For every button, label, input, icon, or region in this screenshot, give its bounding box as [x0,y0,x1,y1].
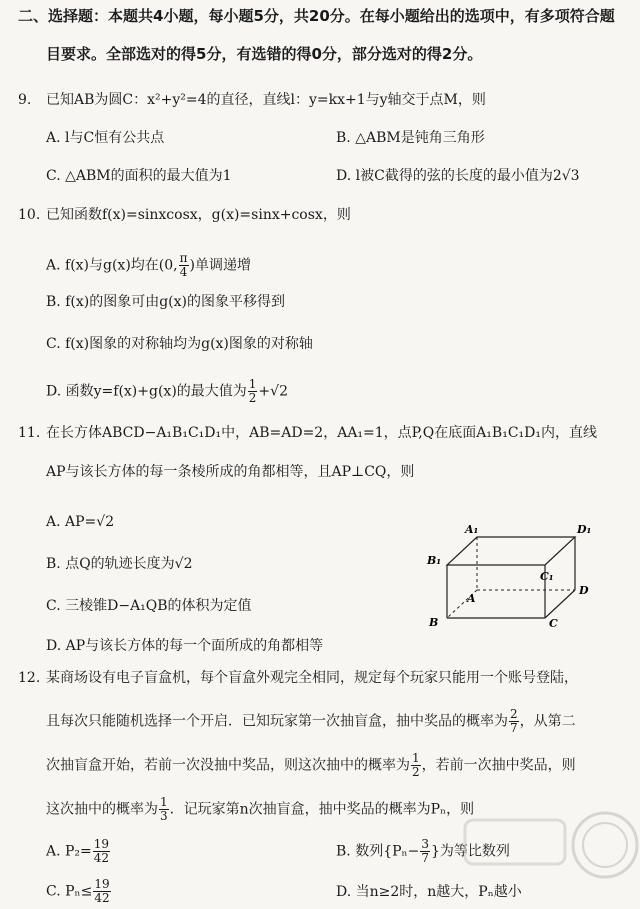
q11-option-d: D. AP与该长方体的每一个面所成的角都相等 [46,638,324,654]
option-text: B. 数列{Pₙ− [336,843,420,860]
q10-option-a [46,252,251,279]
fraction [420,838,430,865]
question-text: ．记玩家第n次抽盲盒，抽中奖品的概率为Pₙ，则 [169,801,475,818]
question-10-stem [18,205,351,225]
fraction-denominator: 42 [93,851,110,865]
question-11-stem-line1 [18,423,597,443]
fraction [248,378,258,405]
question-11-stem-line2: AP与该长方体的每一条棱所成的角都相等，且AP⊥CQ，则 [46,464,415,480]
option-text: C. Pₙ≤ [46,883,93,900]
question-number: 10. [18,207,41,223]
edge [545,590,575,618]
question-text: 某商场设有电子盲盒机，每个盲盒外观完全相同，规定每个玩家只能用一个账号登陆， [46,670,578,686]
fraction-denominator: 7 [510,721,518,735]
question-number: 12. [18,670,41,686]
q10-option-c: C. f(x)图象的对称轴均为g(x)图象的对称轴 [46,336,313,352]
fraction-denominator: 4 [179,265,188,279]
option-text: D. 函数y=f(x)+g(x)的最大值为 [46,383,247,400]
q12-option-a [46,838,111,865]
fraction [93,838,110,865]
section-header-line1: 二、选择题：本题共4小题，每小题5分，共20分。在每小题给出的选项中，有多项符合题 [18,7,615,25]
question-9-stem [18,90,486,110]
q9-option-a: A. l与C恒有公共点 [46,130,165,146]
question-text: 已知AB为圆C：x²+y²=4的直径，直线l：y=kx+1与y轴交于点M，则 [46,92,486,108]
question-number: 11. [18,425,41,441]
vertex-label-a: A [467,592,476,605]
fraction [179,252,189,279]
fraction-numerator: 1 [160,795,168,809]
q11-option-c: C. 三棱锥D−A₁QB的体积为定值 [46,598,252,614]
vertex-label-c: C [549,617,558,630]
fraction-denominator: 7 [421,851,429,865]
q10-option-b: B. f(x)的图象可由g(x)的图象平移得到 [46,294,285,310]
watermark-seal-icon [455,800,640,909]
vertex-label-d: D [579,584,589,597]
fraction-numerator: 19 [93,837,110,851]
fraction [93,878,110,905]
question-text: 已知函数f(x)=sinxcosx，g(x)=sinx+cosx，则 [46,207,351,223]
q12-option-d: D. 当n≥2时，n越大，Pₙ越小 [336,884,522,900]
question-12-stem-line4 [46,796,474,823]
question-12-stem-line3 [46,752,576,779]
q9-option-d: D. l被C截得的弦的长度的最小值为2√3 [336,168,580,184]
fraction-numerator: 1 [412,751,420,765]
fraction-denominator: 42 [94,891,110,905]
question-12-stem-line2 [46,708,576,735]
vertex-label-a1: A₁ [465,523,479,536]
fraction [159,796,169,823]
fraction [509,708,519,735]
fraction-numerator: 19 [94,877,110,891]
fraction-denominator: 3 [160,809,168,823]
vertex-label-d1: D₁ [577,523,592,536]
q11-option-b: B. 点Q的轨迹长度为√2 [46,556,193,572]
fraction-numerator: 3 [421,837,429,851]
fraction-numerator: π [179,251,188,265]
fraction-numerator: 1 [248,377,257,391]
cuboid-figure [425,520,605,630]
option-text: )单调递增 [189,257,251,274]
question-text: 这次抽中的概率为 [46,801,158,818]
option-text: A. f(x)与g(x)均在(0, [46,257,178,274]
section-header-line2: 目要求。全部选对的得5分，有选错的得0分，部分选对的得2分。 [46,45,483,63]
q9-option-b: B. △ABM是钝角三角形 [336,130,485,146]
question-text: ，若前一次抽中奖品，则 [421,757,576,774]
fraction-denominator: 2 [248,391,257,405]
vertex-label-b1: B₁ [427,554,442,567]
q10-option-d [46,378,288,405]
option-text: A. P₂= [46,843,92,860]
top-face [447,537,575,565]
question-text: 次抽盲盒开始，若前一次没抽中奖品，则这次抽中的概率为 [46,757,410,774]
q11-option-a: A. AP=√2 [46,514,115,530]
fraction [411,752,421,779]
question-number: 9. [18,92,32,108]
fraction-numerator: 2 [510,707,518,721]
option-text: +√2 [258,383,288,400]
fraction-denominator: 2 [412,765,420,779]
q12-option-c [46,878,112,905]
vertex-label-c1: C₁ [540,570,554,583]
q9-option-c: C. △ABM的面积的最大值为1 [46,168,232,184]
question-12-stem-line1 [18,668,578,688]
question-text: 且每次只能随机选择一个开启．已知玩家第一次抽盲盒，抽中奖品的概率为 [46,713,508,730]
option-text: }为等比数列 [430,843,510,860]
question-text: ，从第二 [519,713,576,730]
vertex-label-b: B [429,616,439,629]
question-text: 在长方体ABCD−A₁B₁C₁D₁中，AB=AD=2，AA₁=1，点P,Q在底面A₁B₁C₁D₁内，直线 [46,425,597,441]
